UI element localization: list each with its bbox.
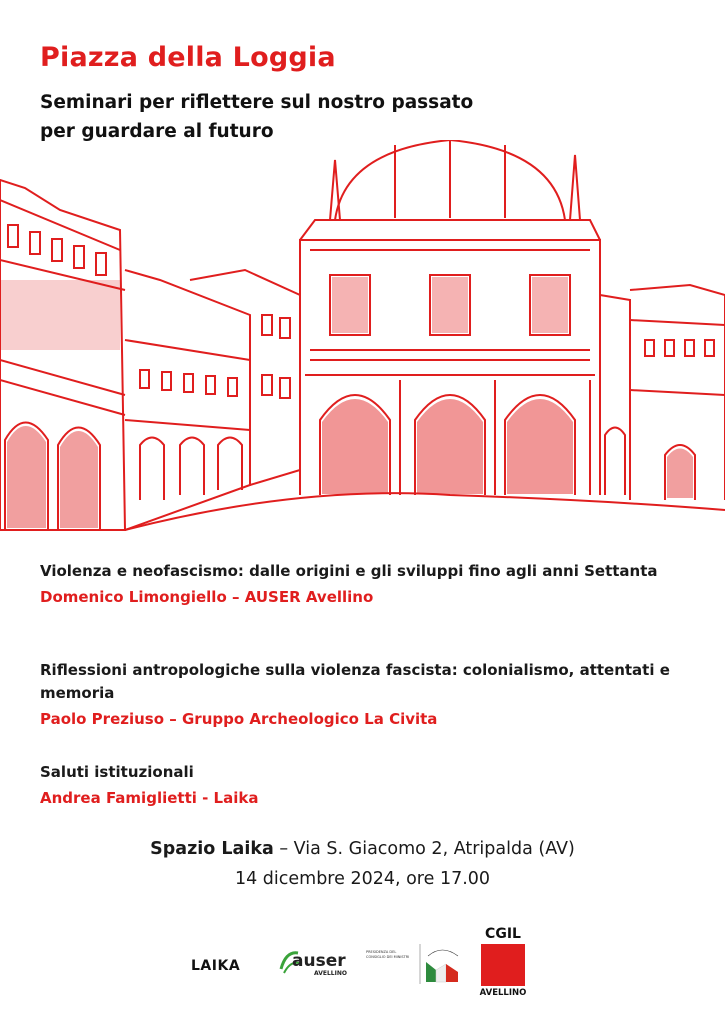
auser-logo — [278, 945, 348, 979]
auser-name: auser — [292, 951, 346, 971]
presidenza-logo — [366, 942, 466, 986]
session-1 — [40, 560, 680, 609]
event-date: 14 dicembre 2024, ore 17.00 — [234, 869, 491, 889]
session-topic: Riflessioni antropologiche sulla violenza fascista: colonialismo, attentati e memoria — [40, 661, 670, 702]
anniversari-flag-icon — [418, 942, 468, 986]
piazza-loggia-illustration — [0, 140, 725, 535]
laika-logo: LAIKA — [191, 958, 241, 974]
session-3 — [40, 761, 680, 810]
cgil-name: CGIL — [485, 926, 521, 942]
poster-subtitle — [40, 88, 600, 146]
subtitle-line-2: per guardare al futuro — [40, 121, 274, 142]
session-speaker: Andrea Famiglietti - Laika — [40, 789, 259, 807]
subtitle-line-1: Seminari per riflettere sul nostro passato — [40, 92, 474, 113]
presidenza-text: PRESIDENZA DEL CONSIGLIO DEI MINISTRI — [366, 950, 410, 959]
poster-title: Piazza della Loggia — [40, 42, 336, 73]
sponsor-logos — [0, 920, 725, 1000]
auser-city: AVELLINO — [314, 970, 347, 977]
session-topic: Saluti istituzionali — [40, 763, 194, 781]
venue-address: – Via S. Giacomo 2, Atripalda (AV) — [273, 839, 575, 859]
session-speaker: Paolo Preziuso – Gruppo Archeologico La Civita — [40, 710, 438, 728]
venue-name: Spazio Laika — [150, 839, 274, 859]
session-speaker: Domenico Limongiello – AUSER Avellino — [40, 588, 374, 606]
cgil-logo — [479, 926, 527, 998]
cgil-city: AVELLINO — [479, 988, 527, 998]
cgil-red-square — [481, 944, 525, 986]
session-2 — [40, 659, 680, 731]
event-venue — [0, 834, 725, 864]
session-topic: Violenza e neofascismo: dalle origini e gli sviluppi fino agli anni Settanta — [40, 562, 658, 580]
